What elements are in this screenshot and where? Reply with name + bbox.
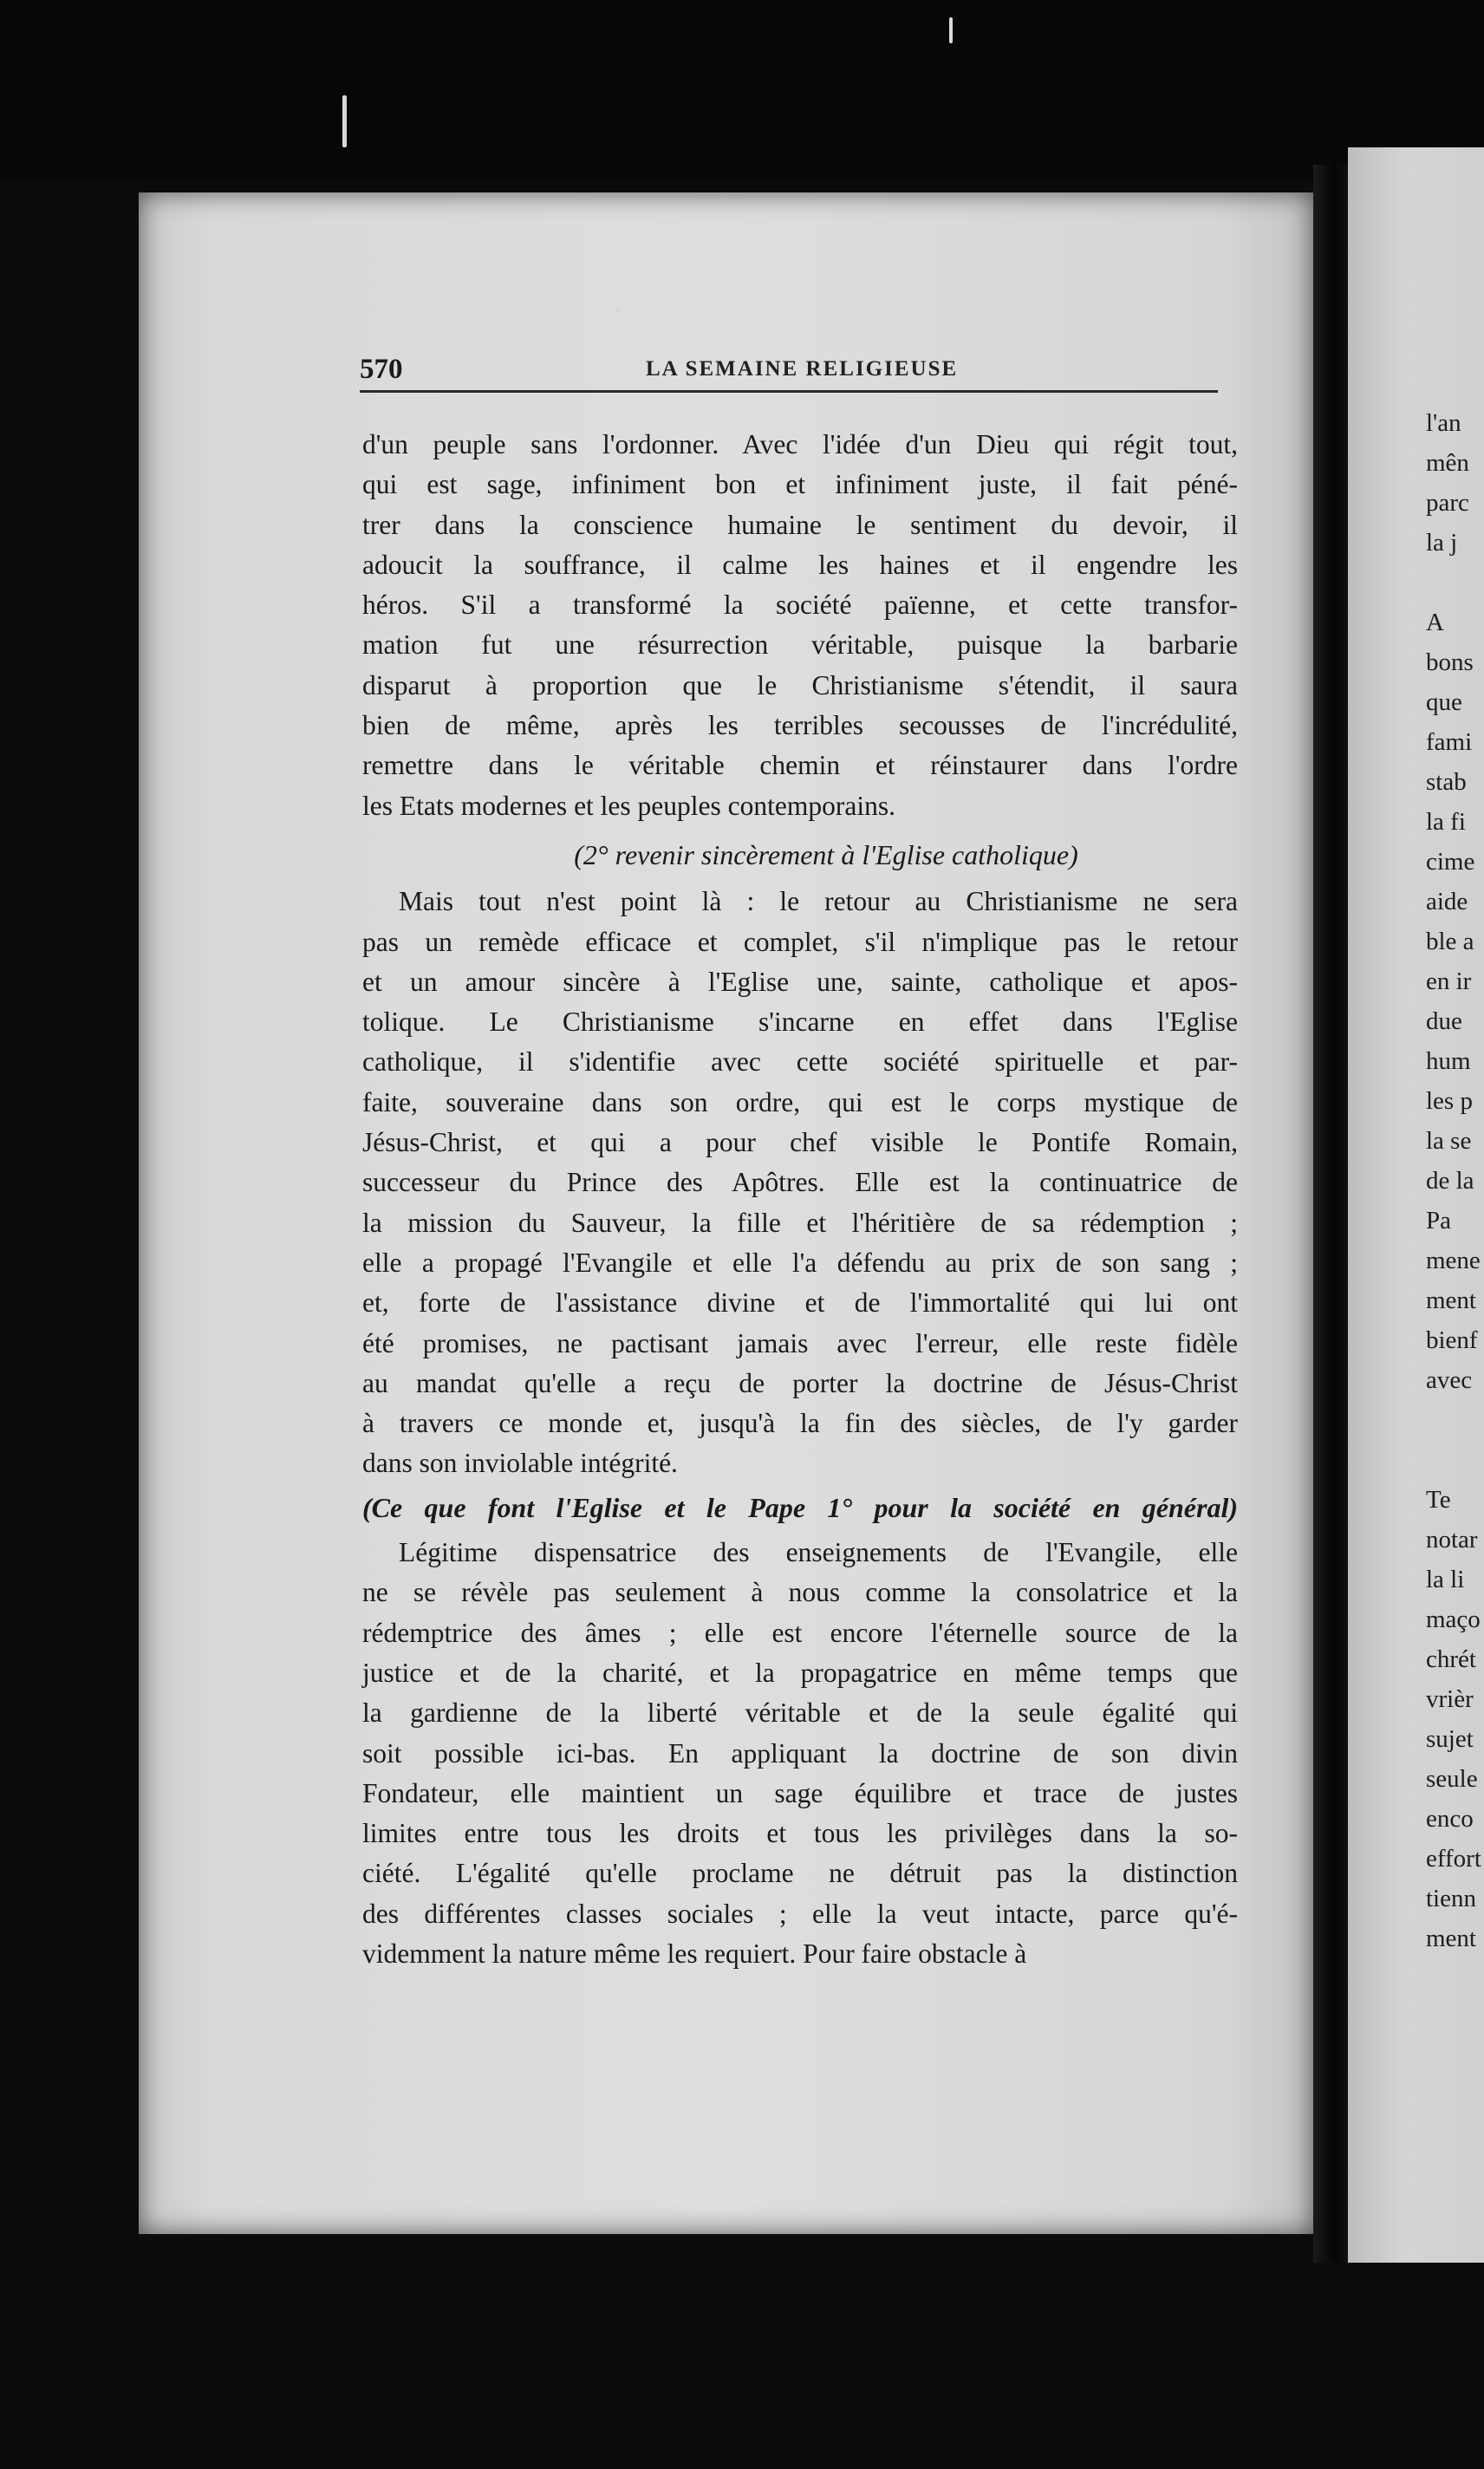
section-heading-1: (2° revenir sincèrement à l'Eglise catholique) (574, 838, 1078, 870)
text-line: la gardienne de la liberté véritable et de la seule égalité qui (362, 1697, 1238, 1729)
text-line: justice et de la charité, et la propagatrice en même temps que (362, 1657, 1238, 1688)
film-edge (0, 0, 1484, 182)
text-line: été promises, ne pactisant jamais avec l'erreur, elle reste fidèle (362, 1327, 1238, 1358)
facing-page-fragment: seule (1426, 1765, 1478, 1793)
text-line: Fondateur, elle maintient un sage équilibre et trace de justes (362, 1777, 1238, 1808)
facing-page-fragment: mene (1426, 1247, 1481, 1274)
facing-page-fragment: Te (1426, 1486, 1451, 1514)
text-line: ne se révèle pas seulement à nous comme la consolatrice et la (362, 1577, 1238, 1608)
text-line: Légitime dispensatrice des enseignements de l'Evangile, elle (399, 1537, 1238, 1568)
text-line: tolique. Le Christianisme s'incarne en effet dans l'Eglise (362, 1006, 1238, 1038)
facing-page-fragment: ment (1426, 1925, 1476, 1952)
main-text-column (362, 425, 1238, 1974)
facing-page-fragment: ment (1426, 1287, 1476, 1314)
facing-page-fragment: due (1426, 1007, 1462, 1035)
facing-page-fragment: la li (1426, 1566, 1465, 1593)
facing-page-fragment: la fi (1426, 808, 1466, 836)
facing-page-fragment: aide (1426, 888, 1468, 915)
text-line: au mandat qu'elle a reçu de porter la doctrine de Jésus-Christ (362, 1367, 1238, 1398)
facing-page-fragment: chrét (1426, 1645, 1476, 1673)
text-line: mation fut une résurrection véritable, puisque la barbarie (362, 629, 1238, 661)
facing-page-fragment: les p (1426, 1087, 1473, 1115)
text-line: et, forte de l'assistance divine et de l'immortalité qui lui ont (362, 1287, 1238, 1319)
text-line: elle a propagé l'Evangile et elle l'a défendu au prix de son sang ; (362, 1247, 1238, 1278)
facing-page-fragment: l'an (1426, 409, 1461, 437)
facing-page-fragment: stab (1426, 768, 1467, 796)
facing-page-fragment: maço (1426, 1606, 1481, 1633)
facing-page-fragment (1426, 1400, 1484, 1440)
page-header (360, 347, 1218, 393)
text-line: disparut à proportion que le Christianisme s'étendit, il saura (362, 669, 1238, 700)
book-gutter (1313, 165, 1348, 2263)
text-line: soit possible ici-bas. En appliquant la doctrine de son divin (362, 1737, 1238, 1769)
text-line: d'un peuple sans l'ordonner. Avec l'idée d'un Dieu qui régit tout, (362, 429, 1238, 459)
text-line: dans son inviolable intégrité. (362, 1448, 678, 1479)
facing-page-fragment: vrièr (1426, 1685, 1474, 1713)
facing-page-fragment (1426, 1440, 1484, 1480)
text-line: videmment la nature même les requiert. Pour faire obstacle à (362, 1938, 1027, 1969)
text-line: faite, souveraine dans son ordre, qui est le corps mystique de (362, 1086, 1238, 1117)
facing-page-fragment: la se (1426, 1127, 1472, 1155)
facing-page-fragment: parc (1426, 489, 1469, 517)
text-line: ciété. L'égalité qu'elle proclame ne détruit pas la distinction (362, 1858, 1238, 1889)
facing-page-fragment: que (1426, 688, 1462, 716)
text-line: trer dans la conscience humaine le sentiment du devoir, il (362, 509, 1238, 540)
text-line: bien de même, après les terribles secousses de l'incrédulité, (362, 710, 1238, 741)
facing-page-fragment: de la (1426, 1167, 1474, 1195)
running-title: LA SEMAINE RELIGIEUSE (646, 357, 959, 381)
facing-page-fragment: la j (1426, 529, 1458, 557)
text-line: remettre dans le véritable chemin et réinstaurer dans l'ordre (362, 750, 1238, 781)
text-line: Jésus-Christ, et qui a pour chef visible le Pontife Romain, (362, 1127, 1238, 1158)
facing-page-fragment: hum (1426, 1047, 1471, 1075)
facing-page-fragment: cime (1426, 848, 1475, 876)
text-line: les Etats modernes et les peuples contemporains. (362, 790, 895, 821)
paragraph-3 (362, 1533, 1238, 1974)
paragraph-1 (362, 425, 1238, 826)
facing-page-fragment: mên (1426, 449, 1469, 477)
facing-page-fragment: bons (1426, 648, 1474, 676)
text-line: pas un remède efficace et complet, s'il n'implique pas le retour (362, 926, 1238, 957)
facing-page-fragment: avec (1426, 1366, 1473, 1394)
page-number: 570 (360, 354, 403, 385)
text-line: catholique, il s'identifie avec cette société spirituelle et par- (362, 1046, 1238, 1078)
facing-page-fragment: en ir (1426, 967, 1472, 995)
text-line: et un amour sincère à l'Eglise une, sainte, catholique et apos- (362, 966, 1238, 997)
facing-page-fragment: sujet (1426, 1725, 1474, 1753)
text-line: Mais tout n'est point là : le retour au Christianisme ne sera (399, 886, 1238, 917)
text-line: limites entre tous les droits et tous les privilèges dans la so- (362, 1818, 1238, 1849)
film-speck (949, 17, 953, 43)
facing-page-fragment (1426, 563, 1484, 603)
text-line: rédemptrice des âmes ; elle est encore l'éternelle source de la (362, 1617, 1238, 1648)
facing-page-fragment: Pa (1426, 1207, 1451, 1234)
facing-page-fragment: bienf (1426, 1326, 1478, 1354)
facing-page-text (1426, 403, 1484, 1958)
film-speck (342, 95, 347, 147)
text-line: qui est sage, infiniment bon et infiniment juste, il fait péné- (362, 469, 1238, 500)
text-line: héros. S'il a transformé la société païenne, et cette transfor- (362, 590, 1238, 621)
facing-page-fragment: fami (1426, 728, 1473, 756)
facing-page-fragment: ble a (1426, 928, 1474, 955)
facing-page-fragment: effort (1426, 1845, 1481, 1873)
facing-page-fragment: A (1426, 609, 1444, 636)
text-line: des différentes classes sociales ; elle la veut intacte, parce qu'é- (362, 1898, 1238, 1929)
facing-page-fragment: enco (1426, 1805, 1474, 1833)
text-line: adoucit la souffrance, il calme les haines et il engendre les (362, 549, 1238, 580)
text-line: successeur du Prince des Apôtres. Elle est la continuatrice de (362, 1167, 1238, 1198)
text-line: à travers ce monde et, jusqu'à la fin des siècles, de l'y garder (362, 1408, 1238, 1439)
text-line: la mission du Sauveur, la fille et l'héritière de sa rédemption ; (362, 1207, 1238, 1238)
film-speck (615, 308, 621, 313)
paragraph-2 (362, 882, 1238, 1483)
section-heading-2: (Ce que font l'Eglise et le Pape 1° pour la société en général) (362, 1491, 1238, 1523)
facing-page-fragment: tienn (1426, 1885, 1476, 1912)
facing-page-fragment: notar (1426, 1526, 1478, 1554)
